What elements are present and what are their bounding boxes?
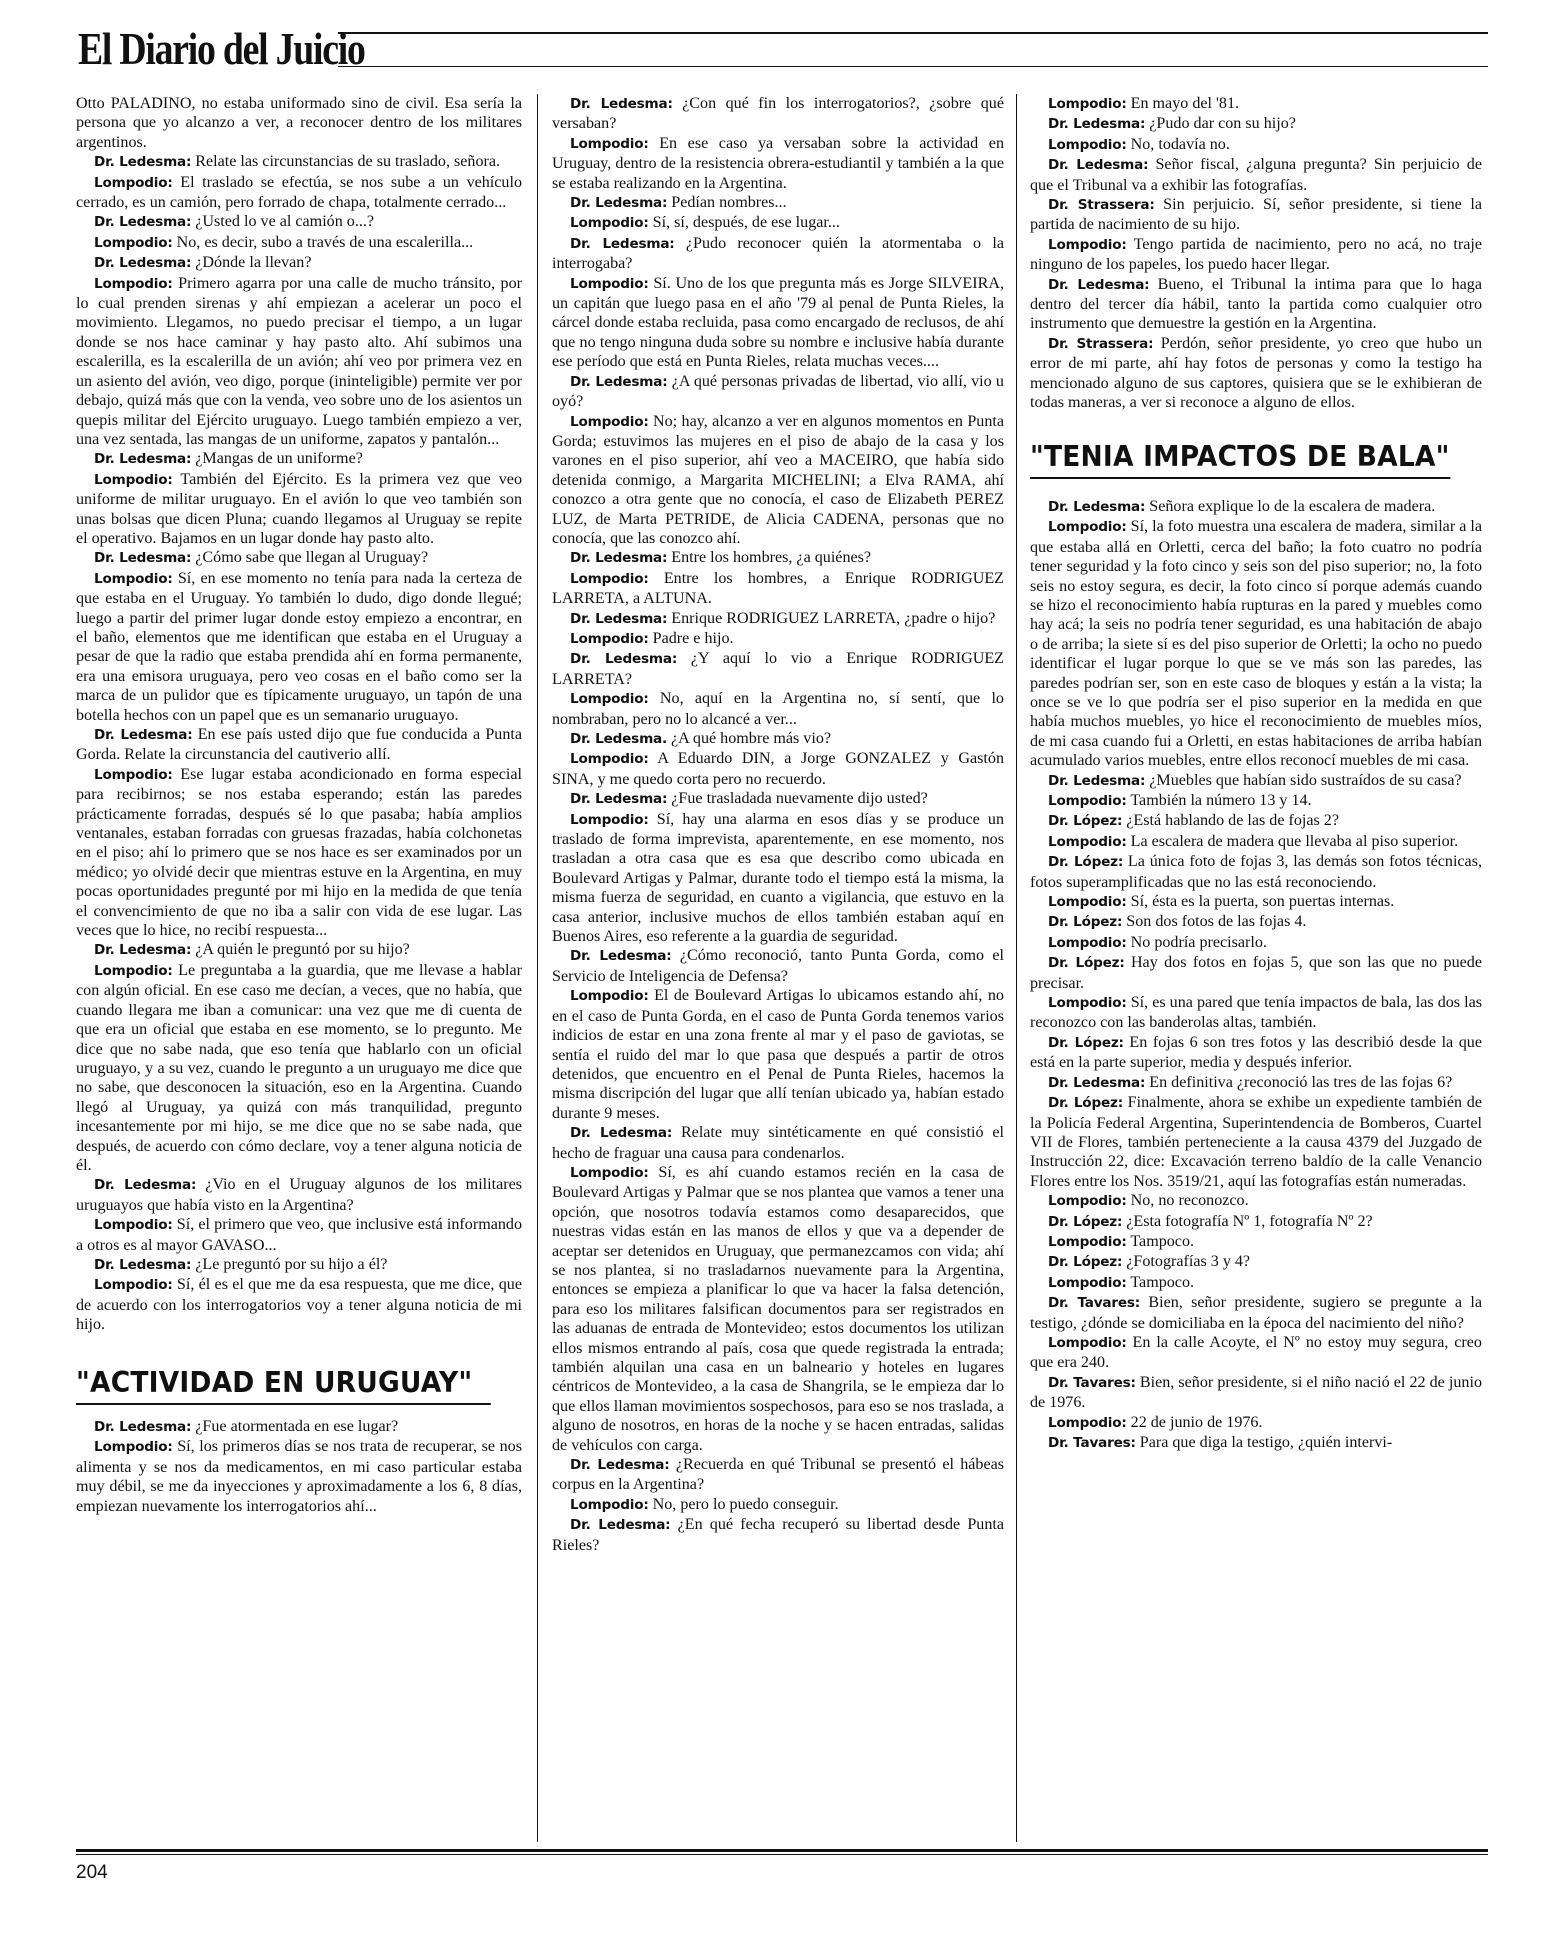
transcript-paragraph [552,569,1004,609]
speaker-label: Dr. Ledesma: [1048,1074,1146,1091]
masthead-title: El Diario del Juicio [78,23,365,74]
transcript-paragraph [1030,1413,1482,1433]
speech-text: No, es decir, subo a través de una escalerilla... [176,233,474,251]
column-divider [537,94,538,1842]
header-rule [338,32,1488,34]
transcript-paragraph [1030,771,1482,791]
speech-text: En definitiva ¿reconoció las tres de las fojas 6? [1149,1073,1453,1091]
speech-text: Sí, es una pared que tenía impactos de bala, las dos las reconozco con las banderolas altas, también. [1030,994,1482,1032]
speaker-label: Lompodio: [1048,934,1127,951]
speaker-label: Dr. Ledesma: [570,791,668,808]
speech-text: ¿A qué hombre más vio? [671,730,832,747]
speaker-label: Dr. Ledesma: [94,1177,197,1194]
speaker-label: Lompodio: [1048,793,1127,809]
speaker-label: Dr. López: [1048,1095,1123,1112]
speech-text: ¿A qué personas privadas de libertad, vio allí, vio u oyó? [552,372,1004,411]
speaker-label: Dr. Ledesma: [570,1457,670,1474]
speaker-label: Dr. Ledesma: [94,154,192,171]
transcript-paragraph [1030,1212,1482,1232]
speech-text: Sí, ésta es la puerta, son puertas internas. [1130,893,1395,911]
speech-text: ¿Recuerda en qué Tribunal se presentó el hábeas corpus en la Argentina? [552,1456,1005,1494]
transcript-paragraph [552,946,1004,986]
speaker-label: Lompodio: [94,275,173,292]
speech-text: En ese país usted dijo que fue conducida a Punta Gorda. Relate la circunstancia del cautiverio allí. [76,726,522,764]
transcript-paragraph [1030,155,1482,195]
speech-text: Sí, hay una alarma en esos días y se produce un traslado de forma imprevista, aparentemente, en ese momento, nos trasladan a otra casa que es esa que describo como ubicada en Boulevard Artigas y Palmar, durante todo el tiempo está la misma, la misma fuerza de seguridad, en cuanto a vigilancia, que estuvo en la casa anterior, inclusive muchos de ellos también estaban aquí en Buenos Aires, eso referente a la guardia de seguridad. [552,810,1004,946]
transcript-paragraph [1030,334,1482,413]
transcript-paragraph [1030,114,1482,134]
speech-text: No podría precisarlo. [1130,933,1267,951]
transcript-paragraph [76,1215,522,1255]
transcript-paragraph [76,725,522,765]
transcript-paragraph [552,1455,1004,1495]
speech-text: Sí. Uno de los que pregunta más es Jorge SILVEIRA, un capitán que luego pasa en el año '79 al penal de Punta Rieles, la cárcel donde estaba recluida, pasa como encargado de reclusos, de ahí que no tengo ninguna duda sobre su nombre e inclusive había durante ese período que está en Punta Rieles, relata muchas veces.... [552,274,1004,371]
speaker-label: Lompodio: [570,215,649,232]
transcript-paragraph [1030,1293,1482,1333]
speech-text: No, aquí en la Argentina no, sí sentí, que lo nombraban, pero no lo alcancé a ver... [552,690,1004,728]
speaker-label: Dr. Ledesma: [570,651,678,668]
speaker-label: Dr. Ledesma: [570,948,672,965]
speech-text: El traslado se efectúa, se nos sube a un vehículo cerrado, es un camión, pero forrado de chapa, totalmente cerrado... [76,173,522,212]
speech-text: Tampoco. [1130,1273,1195,1291]
speech-text: ¿En qué fecha recuperó su libertad desde Punta Rieles? [552,1516,1004,1554]
speech-text: No, todavía no. [1130,135,1230,153]
speech-text: Señora explique lo de la escalera de madera. [1149,497,1436,515]
speech-text: ¿Le preguntó por su hijo a él? [195,1255,388,1273]
transcript-paragraph [76,212,522,232]
transcript-paragraph [1030,791,1482,811]
speaker-label: Dr. López: [1048,955,1125,972]
speech-text: Hay dos fotos en fojas 5, que son las que no puede precisar. [1030,954,1482,992]
speaker-label: Lompodio: [1048,519,1127,536]
speaker-label: Dr. Ledesma: [570,610,668,627]
transcript-paragraph [552,193,1004,213]
speech-text: A Eduardo DIN, a Jorge GONZALEZ y Gastón SINA, y me quedo corta pero no recuerdo. [552,750,1004,788]
column-1 [76,94,522,1516]
speech-text: ¿Con qué fin los interrogatorios?, ¿sobre qué versaban? [552,95,1004,133]
speaker-label: Dr. Ledesma: [1048,116,1146,133]
speaker-label: Dr. Ledesma: [1048,157,1149,174]
transcript-paragraph [552,810,1004,947]
speaker-label: Lompodio: [570,1496,649,1513]
speech-text: ¿Cómo reconoció, tanto Punta Gorda, como el Servicio de Inteligencia de Defensa? [552,947,1004,985]
speech-text: Le preguntaba a la guardia, que me llevase a hablar con algún oficial. En ese caso me decían, a veces, que no había, que cuando llegara me iban a comunicar: una vez que me di cuenta de que era un oficial que estaba en ese momento, se lo pregunto. Me dice que no sabe nada, que eso tenía que hablarlo con un oficial uruguayo, y a su vez, cuando le pregunto a un uruguayo me dice que no sabe, que desconocen la situación, eso en la Argentina. Cuando llegó al Uruguay, ya quizá con más tranquilidad, pregunto incesantemente por mi hijo, se me dice que no se sabe nada, que después, de acuerdo con cómo declare, voy a tener alguna noticia de él. [76,961,522,1174]
speaker-label: Dr. Ledesma: [94,727,193,743]
speech-text: En mayo del '81. [1130,95,1240,112]
transcript-paragraph [1030,1252,1482,1272]
speech-text: ¿Pudo dar con su hijo? [1149,115,1296,133]
speech-text: Son dos fotos de las fojas 4. [1126,913,1307,931]
column-3 [1030,94,1482,1453]
speech-text: Señor fiscal, ¿alguna pregunta? Sin perjuicio de que el Tribunal va a exhibir las fotografías. [1030,156,1482,194]
transcript-paragraph [1030,1033,1482,1073]
speech-text: ¿Vio en el Uruguay algunos de los militares uruguayos que había visto en la Argentina? [76,1176,522,1214]
speaker-label: Dr. Strassera: [1048,335,1154,352]
page-number: 204 [76,1862,108,1883]
transcript-paragraph [76,233,522,253]
speaker-label: Lompodio: [1048,833,1127,850]
transcript-paragraph [76,1417,522,1437]
section-heading: "ACTIVIDAD EN URUGUAY" [76,1361,491,1405]
speaker-label: Lompodio: [1048,1334,1127,1351]
speech-text: Sí, él es el que me da esa respuesta, que me dice, que de acuerdo con los interrogatorios voy a tener alguna noticia de mi hijo. [76,1276,522,1334]
speaker-label: Lompodio: [1048,136,1127,153]
transcript-paragraph [76,1275,522,1334]
speech-text: Sí, es ahí cuando estamos recién en la casa de Boulevard Artigas y Palmar que se nos plantea que vamos a tener una opción, que nosotros todavía estamos como desaparecidos, que nuestras vidas están en las manos de ellos y que va a depender de aceptar ser detenidos en Uruguay, que permanezcamos con vida; ahí se nos plantea, si no trasladarnos nuevamente para la Argentina, entonces se empieza a planificar lo que va hacer la falsa detención, para eso los militares falsifican documentos para ser registrados en las aduanas de entrada de Montevideo; estos documentos los utilizan ellos mismos entrando al país, cosa que quede registrada la entrada; también alquilan una casa en un balneario y hoteles en lugares céntricos de Montevideo, a la casa de Shangrila, se le empieza dar lo que ellos llaman movimientos sospechosos, para eso se nos traslada, a alguno de nosotros, en horas de la noche y se hacen entradas, salidas de vehículos con carga. [552,1163,1004,1454]
speech-text: Bien, señor presidente, si el niño nació el 22 de junio de 1976. [1030,1373,1482,1412]
transcript-paragraph [552,789,1004,809]
speech-text: Sí, los primeros días se nos trata de recuperar, se nos alimenta y se nos da medicamentos, en mi caso particular estaba muy débil, se me da inyecciones y aproximadamente a los 6, 8 días, empiezan nuevamente los interrogatorios ahí... [76,1438,522,1515]
speaker-label: Lompodio: [94,1439,173,1456]
transcript-paragraph [76,173,522,213]
transcript-paragraph [76,1255,522,1275]
speaker-label: Dr. López: [1048,1213,1123,1230]
speech-text: Relate muy sintéticamente en qué consistió el hecho de fraguar una causa para condenarlos. [552,1124,1004,1162]
transcript-paragraph [1030,135,1482,155]
transcript-paragraph [552,729,1004,749]
speaker-label: Dr. Ledesma: [570,373,668,390]
speaker-label: Dr. Strassera: [1048,197,1155,214]
speaker-label: Dr. Ledesma: [570,1517,671,1534]
transcript-paragraph [1030,993,1482,1033]
transcript-paragraph [1030,497,1482,517]
speech-text: ¿Y aquí lo vio a Enrique RODRIGUEZ LARRETA? [552,650,1004,688]
speech-text: Bien, señor presidente, sugiero se pregunte a la testigo, ¿dónde se domiciliaba en la época del nacimiento del niño? [1030,1294,1483,1332]
speech-text: Para que diga la testigo, ¿quién intervi- [1139,1434,1393,1451]
speech-text: ¿Muebles que habían sido sustraídos de su casa? [1149,771,1462,789]
speaker-label: Lompodio: [1048,1233,1127,1250]
transcript-paragraph [1030,1433,1482,1453]
transcript-paragraph [1030,1273,1482,1293]
speech-text: Relate las circunstancias de su traslado, señora. [195,153,501,171]
speaker-label: Dr. Ledesma: [94,1419,192,1435]
speaker-label: Lompodio: [570,135,649,152]
speaker-label: Lompodio: [1048,96,1127,112]
transcript-paragraph [1030,1373,1482,1413]
speaker-label: Lompodio: [1048,1414,1127,1431]
speaker-label: Lompodio: [1048,1193,1127,1210]
speech-text: Primero agarra por una calle de mucho tránsito, por lo cual prenden sirenas y ahí empiezan a acelerar un poco el movimiento. Llegamos, no puedo precisar el tiempo, a un lugar donde se nos hace caminar y hay pasto alto. Ahí subimos una escalerilla, es la escalerilla de un avión; ahí veo por primera vez en un asiento del avión, veo digo, porque (ininteligible) permite ver por debajo, quizá más que con la venda, veo sobre uno de los asientos un quepis militar del Ejército uruguayo. Luego también empiezo a ver, una vez sentada, las mangas de un uniforme, zapatos y pantalón... [76,274,522,448]
speech-text: ¿Mangas de un uniforme? [195,450,363,468]
transcript-paragraph [76,449,522,469]
speaker-label: Dr. López: [1048,813,1123,830]
transcript-paragraph [552,1515,1004,1555]
transcript-paragraph [552,548,1004,568]
transcript-paragraph [552,689,1004,729]
speaker-label: Dr. Ledesma: [570,550,668,567]
speech-text: 22 de junio de 1976. [1130,1413,1263,1431]
transcript-paragraph [552,234,1004,274]
speech-text: Sí, la foto muestra una escalera de madera, similar a la que estaba allá en Orletti, cerca del baño; la foto cuatro no podría tener seguridad y la foto cinco y seis son del piso superior; no, la foto seis no estoy segura, es decir, la foto cinco sí porque además cuando se hizo el reconocimiento había rupturas en la pared y muebles como hay acá; la seis no podría tener seguridad, es una habitación de abajo o de arriba; la siete sí es del piso superior de Orletti; la ocho no puedo identificar el lugar porque lo que se ve más son las paredes, las paredes podrían ser, son en este caso de bloques y están a la vista; la once se ve lo que podría ser el piso superior en la medida en que había muchos muebles, yo hice el reconocimiento de muebles míos, de mi casa cuando fui a Orletti, en estas habitaciones de arriba habían acumulado varios muebles, entre ellos reconocí muebles de mi casa. [1030,518,1483,770]
speech-text: ¿A quién le preguntó por su hijo? [195,941,410,959]
transcript-paragraph [552,649,1004,689]
speech-text: Ese lugar estaba acondicionado en forma especial para recibirnos; se nos estaba esperando; están las paredes prácticamente forradas, después sé lo que pasaba; había amplios ventanales, estaban forradas con gruesas frazadas, había colchonetas en el piso; ahí lo primero que se nos hace es ser examinados por un médico; yo olvidé decir que mientras estuve en la Argentina, en muy pocas oportunidades pregunté por mi hijo en la medida de que tenía el convencimiento de que no iba a salir con vida de ese lugar. Las veces que lo hice, no recibí respuesta... [76,765,522,940]
speech-text: ¿Está hablando de las de fojas 2? [1126,812,1339,830]
speech-text: Perdón, señor presidente, yo creo que hubo un error de mi parte, ahí hay fotos de personas y como la testigo ha mencionado alguno de sus captores, quisiera que se le exhibieran de todas maneras, a ver si reconoce a alguno de ellos. [1030,334,1482,412]
transcript-paragraph [76,94,522,152]
transcript-paragraph [1030,94,1482,114]
speech-text: Bueno, el Tribunal la intima para que lo haga dentro del tercer día hábil, tanto la partida como cualquier otro instrumento que demuestre la gestión en la Argentina. [1030,275,1482,333]
transcript-paragraph [1030,953,1482,993]
transcript-paragraph [552,94,1004,134]
header-rule-thin [338,66,1488,67]
speaker-label: Dr. López: [1048,854,1124,871]
speech-text: ¿Pudo reconocer quién la atormentaba o la interrogaba? [552,234,1005,273]
speaker-label: Dr. Ledesma. [570,731,667,747]
transcript-paragraph [76,961,522,1175]
speech-text: Sí, en ese momento no tenía para nada la certeza de que estaba en el Uruguay. Yo también lo dudo, digo donde llegué; luego a partir del primer lugar donde estoy empiezo a encontrar, en el baño, elementos que me identifican que estaba en el Uruguay a pesar de que la radio que estaba prendida ahí en forma permanente, era una emisora uruguaya, pero veo cosas en el baño como ser la marca de un pulidor que es típicamente uruguayo, un tapón de una botella hechos con un papel que es un semanario uruguayo. [76,569,522,724]
transcript-paragraph [76,1437,522,1516]
speech-text: Padre e hijo. [652,629,734,647]
transcript-paragraph [1030,1333,1482,1373]
speaker-label: Lompodio: [94,174,173,191]
transcript-paragraph [1030,933,1482,953]
speech-text: La escalera de madera que llevaba al piso superior. [1130,832,1459,850]
speaker-label: Lompodio: [94,1217,173,1234]
speech-text: Entre los hombres, ¿a quiénes? [671,549,872,567]
speaker-label: Dr. Ledesma: [1048,276,1150,293]
transcript-paragraph [76,274,522,450]
speaker-label: Lompodio: [1048,236,1127,253]
speaker-label: Lompodio: [94,234,173,251]
speaker-label: Lompodio: [1048,995,1127,1012]
speaker-label: Lompodio: [94,570,173,587]
transcript-paragraph [1030,1073,1482,1093]
speaker-label: Dr. Ledesma: [1048,772,1146,789]
speech-text: Tampoco. [1130,1232,1195,1250]
transcript-paragraph [1030,1093,1482,1191]
transcript-paragraph [1030,811,1482,831]
speaker-label: Dr. Ledesma: [570,96,673,112]
transcript-paragraph [76,940,522,960]
speaker-label: Lompodio: [570,811,649,828]
speech-text: La única foto de fojas 3, las demás son fotos técnicas, fotos superamplificadas que no las está reconociendo. [1030,853,1482,891]
transcript-paragraph [552,986,1004,1123]
speaker-label: Dr. López: [1048,914,1123,931]
speech-text: También la número 13 y 14. [1130,792,1312,809]
speech-text: En ese caso ya versaban sobre la actividad en Uruguay, dentro de la resistencia obrera-estudiantil y también a la que se estaba realizando en la Argentina. [552,134,1004,192]
transcript-paragraph [552,134,1004,193]
speech-text: En fojas 6 son tres fotos y las describió desde la que está en la parte superior, media y después inferior. [1030,1033,1482,1072]
footer-rule [76,1849,1488,1852]
speech-text: Sí, sí, después, de ese lugar... [652,214,840,232]
speaker-label: Dr. Ledesma: [94,550,192,567]
speech-text: ¿Fue atormentada en ese lugar? [195,1418,399,1435]
transcript-paragraph [1030,1232,1482,1252]
speaker-label: Dr. Ledesma: [1048,498,1146,515]
speech-text: Otto PALADINO, no estaba uniformado sino de civil. Esa sería la persona que yo alcanzo a ver, a reconocer dentro de los militares argentinos. [76,95,522,151]
speech-text: Sin perjuicio. Sí, señor presidente, si tiene la partida de nacimiento de su hijo. [1030,196,1482,234]
transcript-paragraph [76,1175,522,1215]
speaker-label: Dr. Ledesma: [570,235,675,252]
speech-text: ¿Cómo sabe que llegan al Uruguay? [195,549,429,567]
transcript-paragraph [1030,852,1482,892]
speaker-label: Dr. Ledesma: [94,942,192,959]
section-heading: "TENIA IMPACTOS DE BALA" [1030,435,1450,479]
speaker-label: Lompodio: [570,691,649,708]
speech-text: Enrique RODRIGUEZ LARRETA, ¿padre o hijo? [671,609,996,627]
transcript-paragraph [76,569,522,725]
speech-text: ¿Usted lo ve al camión o...? [195,213,375,231]
transcript-paragraph [552,1163,1004,1455]
speaker-label: Dr. Ledesma: [570,195,668,212]
speaker-label: Lompodio: [1048,1274,1127,1291]
speech-text: Sí, el primero que veo, que inclusive está informando a otros es al mayor GAVASO... [76,1216,523,1254]
transcript-paragraph [552,1123,1004,1163]
speech-text: También del Ejército. Es la primera vez que veo uniforme de militar uruguayo. En el avión lo que veo también son unas bolsas que dicen Pluna; cuando llegamos al Uruguay se repite el operativo. Bajamos en un lugar donde hay pasto alto. [76,470,522,547]
speaker-label: Lompodio: [570,751,649,768]
speaker-label: Lompodio: [570,570,649,587]
column-2 [552,94,1004,1555]
speaker-label: Dr. Ledesma: [94,255,192,272]
speech-text: Tengo partida de nacimiento, pero no acá, no traje ninguno de los papeles, los puedo hacer llegar. [1030,235,1482,274]
speech-text: ¿Dónde la llevan? [195,254,312,272]
speaker-label: Lompodio: [94,962,173,979]
speaker-label: Lompodio: [570,988,649,1005]
speaker-label: Lompodio: [570,1164,649,1181]
transcript-paragraph [1030,912,1482,932]
speaker-label: Lompodio: [570,275,649,292]
speaker-label: Dr. Tavares: [1048,1374,1136,1391]
speech-text: No; hay, alcanzo a ver en algunos momentos en Punta Gorda; estuvimos las mujeres en el piso de abajo de la casa y los varones en el piso superior, ahí veo a MACEIRO, que había sido detenida conmigo, a Margarita MICHELINI; a Elva RAMA, ahí conozco a otra gente que no conocía, el caso de Elizabeth PEREZ LUZ, de Marta PETRIDE, de Alicia CADENA, personas que no conocía, que las conozco ahí. [552,412,1004,547]
speaker-label: Dr. Ledesma: [570,1125,673,1142]
transcript-paragraph [76,152,522,172]
speech-text: No, no reconozco. [1130,1192,1249,1210]
transcript-paragraph [552,372,1004,412]
speech-text: No, pero lo puedo conseguir. [652,1495,839,1513]
speech-text: El de Boulevard Artigas lo ubicamos estando ahí, no en el caso de Punta Gorda, en el caso de Punta Gorda tenemos varios indicios de estar en una zona frente al mar y el paso de gaviotas, se sentía el ruido del mar lo que pasa que después a partir de otros detenidos, que encuentro en el Penal de Punta Rieles, hacemos la misma discripción del lugar que allí tenían ubicado ya, habían estado durante 9 meses. [552,987,1004,1122]
column-divider [1016,94,1017,1842]
transcript-paragraph [552,749,1004,789]
speaker-label: Dr. Ledesma: [94,1256,192,1273]
footer-rule-thin [76,1854,1488,1855]
speaker-label: Dr. Tavares: [1048,1295,1141,1312]
transcript-paragraph [552,629,1004,649]
speaker-label: Lompodio: [94,766,173,783]
transcript-paragraph [1030,275,1482,334]
speech-text: En la calle Acoyte, el Nº no estoy muy segura, creo que era 240. [1030,1333,1482,1372]
speaker-label: Dr. Tavares: [1048,1435,1136,1451]
transcript-paragraph [552,213,1004,233]
speaker-label: Dr. Ledesma: [94,214,192,231]
speaker-label: Dr. López: [1048,1034,1124,1051]
speaker-label: Lompodio: [570,630,649,647]
transcript-paragraph [76,253,522,273]
speaker-label: Lompodio: [1048,894,1127,911]
speech-text: ¿Fue trasladada nuevamente dijo usted? [671,790,928,808]
speech-text: Entre los hombres, a Enrique RODRIGUEZ LARRETA, a ALTUNA. [552,569,1005,608]
speech-text: Finalmente, ahora se exhibe un expediente también de la Policía Federal Argentina, Superintendencia de Bomberos, Cuartel VII de Flores, también perteneciente a la causa 4379 del Juzgado de Instrucción 22, dice: Excavación terreno baldío de la calle Venancio Flores entre los Nos. 3519/21, aquí las fotografías están numeradas. [1030,1094,1482,1190]
speech-text: ¿Esta fotografía Nº 1, fotografía Nº 2? [1126,1212,1373,1230]
speaker-label: Dr. Ledesma: [94,451,192,468]
transcript-paragraph [1030,195,1482,235]
transcript-paragraph [76,470,522,549]
speaker-label: Lompodio: [570,413,649,430]
transcript-paragraph [1030,235,1482,275]
transcript-paragraph [552,1495,1004,1515]
transcript-paragraph [552,412,1004,549]
speaker-label: Lompodio: [94,1277,173,1294]
transcript-paragraph [1030,517,1482,770]
transcript-paragraph [552,609,1004,629]
speaker-label: Dr. López: [1048,1254,1123,1271]
speech-text: Pedían nombres... [671,194,787,212]
transcript-paragraph [552,274,1004,372]
transcript-paragraph [76,548,522,568]
transcript-paragraph [1030,1191,1482,1211]
speaker-label: Lompodio: [94,471,173,488]
transcript-paragraph [76,765,522,941]
transcript-paragraph [1030,892,1482,912]
transcript-paragraph [1030,832,1482,852]
speech-text: ¿Fotografías 3 y 4? [1126,1253,1251,1271]
